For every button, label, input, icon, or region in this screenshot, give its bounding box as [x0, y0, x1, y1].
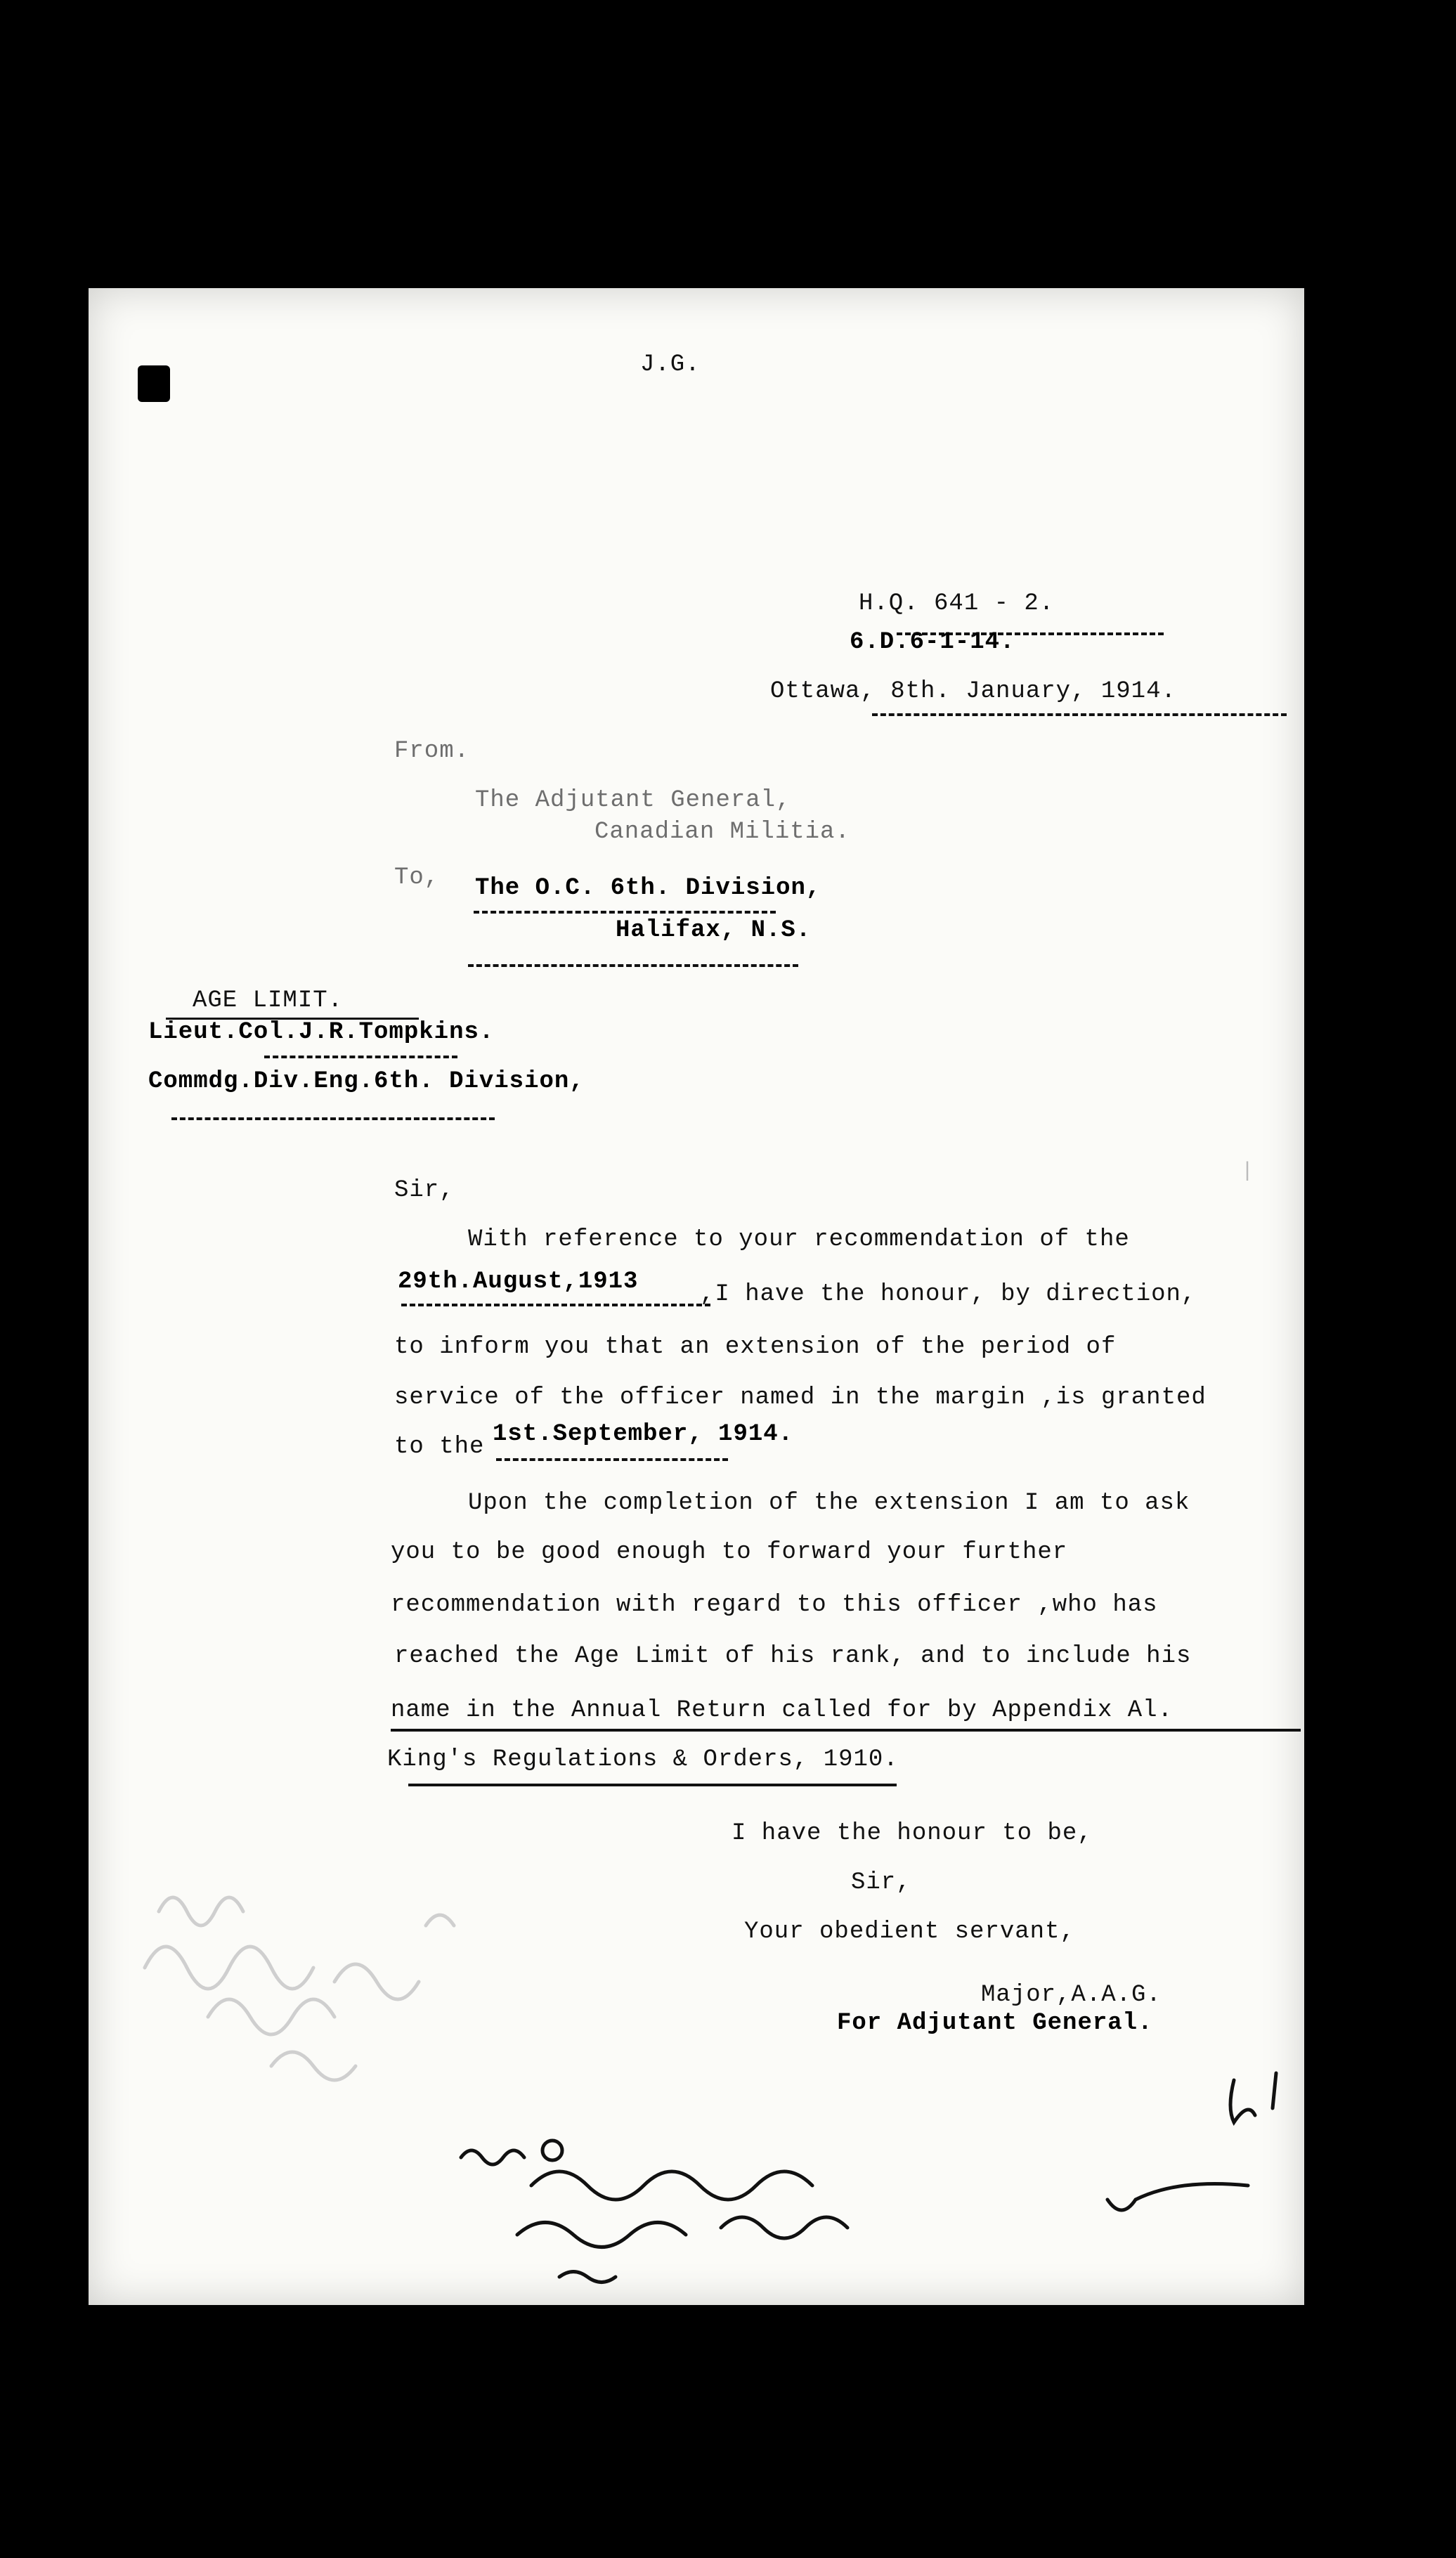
- from-label: From.: [394, 738, 470, 765]
- margin-heading: AGE LIMIT.: [193, 987, 344, 1014]
- place-date: Ottawa, 8th. January, 1914.: [770, 678, 1176, 705]
- body-line: With reference to your recommendation of the: [468, 1226, 1130, 1253]
- body-line: ,I have the honour, by direction,: [700, 1281, 1197, 1308]
- date-underline: [872, 713, 1287, 716]
- to-line-1: The O.C. 6th. Division,: [475, 875, 821, 902]
- reference-number: 6.D.6-1-14.: [850, 629, 1015, 656]
- margin-unit-underline: [171, 1117, 495, 1120]
- to-line-2-underline: [468, 964, 798, 967]
- body-line: Upon the completion of the extension I am to ask: [468, 1490, 1190, 1517]
- body-line: to the: [394, 1434, 485, 1460]
- body-line: reached the Age Limit of his rank, and to include his: [394, 1643, 1192, 1670]
- margin-officer-name: Lieut.Col.J.R.Tompkins.: [148, 1019, 495, 1046]
- closing-line-1: I have the honour to be,: [732, 1820, 1093, 1847]
- punch-hole: [138, 365, 170, 402]
- margin-name-underline: [264, 1056, 457, 1058]
- annual-return-underline: [391, 1729, 1301, 1732]
- body-line: service of the officer named in the margin ,is granted: [394, 1384, 1207, 1411]
- to-line-1-underline: [474, 911, 776, 914]
- body-line: King's Regulations & Orders, 1910.: [387, 1746, 899, 1773]
- body-line: recommendation with regard to this officer ,who has: [391, 1592, 1158, 1618]
- closing-line-2: Sir,: [851, 1869, 911, 1896]
- referenced-date-underline: [401, 1304, 710, 1306]
- body-line: to inform you that an extension of the period of: [394, 1334, 1117, 1361]
- extension-date: 1st.September, 1914.: [493, 1421, 794, 1448]
- closing-line-3: Your obedient servant,: [744, 1918, 1075, 1945]
- referenced-date: 29th.August,1913: [398, 1268, 639, 1295]
- corner-initials: [1100, 2059, 1297, 2242]
- to-line-2: Halifax, N.S.: [616, 917, 812, 944]
- pencil-annotation: [131, 1785, 587, 2094]
- file-number: H.Q. 641 - 2.: [859, 590, 1055, 617]
- letter-page: [89, 288, 1304, 2305]
- body-line: name in the Annual Return called for by Appendix Al.: [391, 1697, 1173, 1724]
- body-line: you to be good enough to forward your further: [391, 1539, 1068, 1566]
- from-line-1: The Adjutant General,: [475, 787, 791, 814]
- to-label: To,: [394, 864, 440, 891]
- salutation: Sir,: [394, 1177, 455, 1204]
- from-line-2: Canadian Militia.: [594, 819, 850, 845]
- signature-for: For Adjutant General.: [837, 2010, 1153, 2037]
- signature-title: Major,A.A.G.: [981, 1982, 1162, 2008]
- handwritten-note: [454, 2129, 1086, 2298]
- extension-date-underline: [496, 1458, 728, 1461]
- top-mark: J.G.: [640, 351, 701, 378]
- margin-tick: |: [1241, 1160, 1255, 1183]
- margin-unit: Commdg.Div.Eng.6th. Division,: [148, 1068, 585, 1095]
